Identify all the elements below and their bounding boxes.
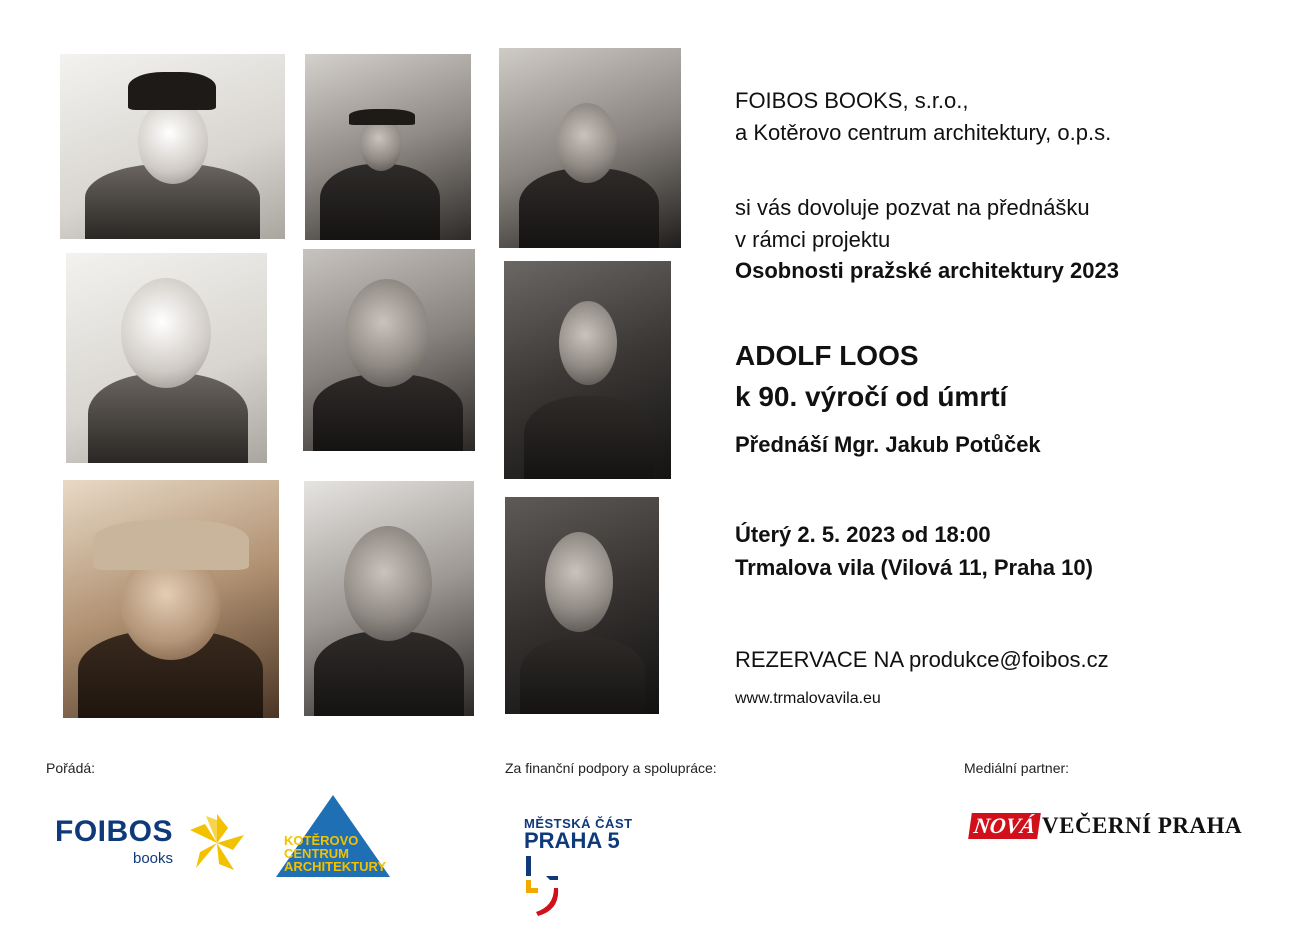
media-label: Mediální partner: xyxy=(964,760,1070,776)
praha5-line-2: PRAHA 5 xyxy=(524,828,620,853)
nvp-rest-text: VEČERNÍ PRAHA xyxy=(1042,813,1243,838)
lecture-subtitle: k 90. výročí od úmrtí xyxy=(735,381,1008,412)
support-label: Za finanční podpory a spolupráce: xyxy=(505,760,717,776)
portrait-photo-9 xyxy=(505,497,659,714)
portrait-photo-5 xyxy=(303,249,475,451)
foibos-logo-sub: books xyxy=(133,850,174,867)
event-venue: Trmalova vila (Vilová 11, Praha 10) xyxy=(735,555,1093,580)
foibos-logo-word: FOIBOS xyxy=(55,815,174,848)
portrait-photo-1 xyxy=(60,54,285,239)
project-name: Osobnosti pražské architektury 2023 xyxy=(735,258,1119,283)
portrait-photo-3 xyxy=(499,48,681,248)
website-link[interactable]: www.trmalovavila.eu xyxy=(735,690,881,707)
portrait-photo-2 xyxy=(305,54,471,240)
speaker: Přednáší Mgr. Jakub Potůček xyxy=(735,432,1041,457)
nvp-nova-box: NOVÁ xyxy=(968,813,1041,839)
organizer-line-1: FOIBOS BOOKS, s.r.o., xyxy=(735,88,969,113)
invite-line-1: si vás dovoluje pozvat na přednášku xyxy=(735,195,1090,220)
sun-pinwheel-icon xyxy=(188,812,246,874)
portrait-photo-6 xyxy=(504,261,671,479)
organizer-line-2: a Kotěrovo centrum architektury, o.p.s. xyxy=(735,120,1112,145)
koterovo-line-3: ARCHITEKTURY xyxy=(284,859,387,874)
portrait-photo-7 xyxy=(63,480,279,718)
event-date: Úterý 2. 5. 2023 od 18:00 xyxy=(735,522,991,547)
portrait-photo-8 xyxy=(304,481,474,716)
reservation-contact[interactable]: REZERVACE NA produkce@foibos.cz xyxy=(735,647,1109,672)
koterovo-line-1: KOTĚROVO xyxy=(284,833,359,848)
invite-line-2: v rámci projektu xyxy=(735,227,891,252)
koterovo-line-2: CENTRUM xyxy=(284,846,349,861)
portrait-photo-4 xyxy=(66,253,267,463)
lecture-title: ADOLF LOOS xyxy=(735,340,919,371)
organizer-label: Pořádá: xyxy=(46,760,96,776)
praha5-line-1: MĚSTSKÁ ČÁST xyxy=(524,816,633,831)
praha5-emblem-icon xyxy=(524,854,564,920)
